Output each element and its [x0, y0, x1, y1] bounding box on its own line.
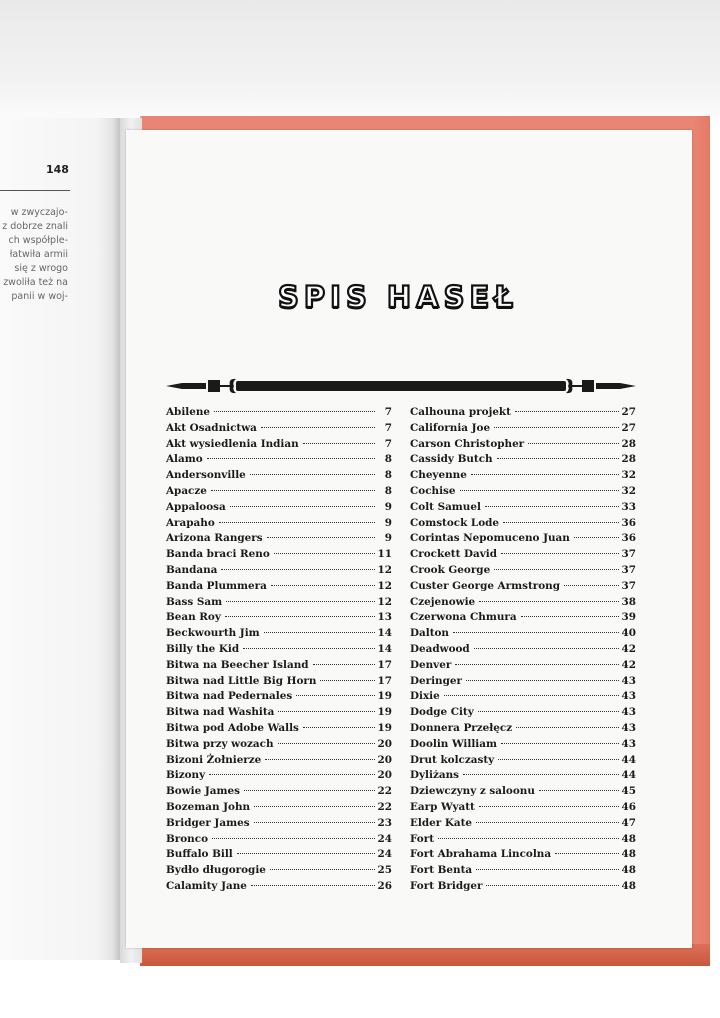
entry-name: Corintas Nepomuceno Juan — [410, 532, 570, 545]
entry-name: Bowie James — [166, 785, 240, 798]
entry-page-number: 23 — [377, 816, 392, 829]
index-entry — [166, 769, 392, 785]
dot-leader — [455, 664, 618, 665]
entry-name: Bozeman John — [166, 800, 251, 813]
entry-name: Fort Benta — [410, 864, 473, 877]
index-entry — [166, 817, 392, 833]
entry-page-number: 38 — [621, 595, 636, 608]
dot-leader — [497, 458, 619, 459]
entry-name: Drut kolczasty — [410, 753, 495, 766]
header-rule — [0, 190, 70, 191]
index-entry — [410, 738, 636, 754]
entry-name: Bass Sam — [166, 595, 223, 608]
index-entry — [166, 580, 392, 596]
entry-page-number: 13 — [377, 611, 392, 624]
dot-leader — [485, 506, 619, 507]
entry-page-number: 43 — [621, 721, 636, 734]
book-cover-right-edge — [690, 116, 710, 964]
entry-page-number: 8 — [384, 469, 392, 482]
entry-page-number: 27 — [621, 406, 636, 418]
entry-page-number: 20 — [377, 753, 392, 766]
entry-name: Appaloosa — [166, 500, 226, 513]
index-entry — [166, 517, 392, 533]
index-column-left — [166, 406, 392, 896]
index-entry — [166, 801, 392, 817]
dot-leader — [466, 680, 619, 681]
dot-leader — [313, 664, 375, 665]
index-entry — [166, 596, 392, 612]
dot-leader — [498, 759, 618, 760]
entry-name: Carson Christopher — [410, 437, 525, 450]
dot-leader — [278, 711, 374, 712]
dot-leader — [303, 727, 375, 728]
entry-page-number: 11 — [377, 548, 392, 561]
index-entry — [166, 422, 392, 438]
entry-name: Bitwa nad Little Big Horn — [166, 674, 317, 687]
entry-page-number: 36 — [621, 516, 636, 529]
dot-leader — [267, 537, 375, 538]
index-entry — [410, 817, 636, 833]
dot-leader — [214, 411, 375, 412]
dot-leader — [225, 616, 375, 617]
dot-leader — [486, 885, 618, 886]
entry-page-number: 19 — [377, 721, 392, 734]
text-line: się z wrogo — [14, 263, 68, 274]
dot-leader — [528, 443, 618, 444]
dot-leader — [438, 838, 619, 839]
entry-page-number: 39 — [621, 611, 636, 624]
index-entry — [410, 722, 636, 738]
entry-page-number: 17 — [377, 674, 392, 687]
entry-page-number: 40 — [621, 627, 636, 640]
entry-name: Denver — [410, 658, 452, 671]
decorative-divider-icon — [166, 374, 636, 398]
dot-leader — [207, 458, 375, 459]
dot-leader — [221, 569, 374, 570]
dot-leader — [501, 743, 619, 744]
index-entry — [410, 564, 636, 580]
entry-name: Bean Roy — [166, 611, 221, 624]
entry-page-number: 48 — [621, 832, 636, 845]
dot-leader — [479, 806, 619, 807]
entry-page-number: 28 — [621, 453, 636, 466]
entry-name: Bizony — [166, 769, 206, 782]
index-entry — [410, 438, 636, 454]
entry-page-number: 20 — [377, 769, 392, 782]
dot-leader — [515, 411, 619, 412]
text-line: łatwiła armii — [9, 249, 68, 260]
dot-leader — [244, 790, 375, 791]
dot-leader — [320, 680, 374, 681]
dot-leader — [463, 774, 619, 775]
index-entry — [410, 611, 636, 627]
entry-name: Bridger James — [166, 816, 250, 829]
dot-leader — [230, 506, 375, 507]
entry-name: Bitwa nad Pedernales — [166, 690, 293, 703]
page-number: 148 — [46, 163, 69, 176]
entry-name: Billy the Kid — [166, 642, 240, 655]
index-entry — [166, 643, 392, 659]
page-title: SPIS HASEŁ — [278, 280, 518, 314]
index-entry — [166, 738, 392, 754]
dot-leader — [265, 759, 374, 760]
entry-page-number: 7 — [384, 406, 392, 418]
entry-name: Crockett David — [410, 548, 498, 561]
entry-name: Banda Plummera — [166, 579, 267, 592]
entry-name: Dixie — [410, 690, 440, 703]
entry-page-number: 44 — [621, 769, 636, 782]
entry-page-number: 37 — [621, 579, 636, 592]
entry-page-number: 20 — [377, 737, 392, 750]
dot-leader — [476, 822, 619, 823]
dot-leader — [211, 490, 375, 491]
entry-page-number: 7 — [384, 437, 392, 450]
entry-name: Fort Bridger — [410, 879, 483, 892]
entry-page-number: 43 — [621, 674, 636, 687]
entry-name: Colt Samuel — [410, 500, 481, 513]
index-entry — [410, 659, 636, 675]
entry-page-number: 19 — [377, 690, 392, 703]
entry-name: Dyliżans — [410, 769, 459, 782]
index-entry — [166, 453, 392, 469]
entry-page-number: 8 — [384, 453, 392, 466]
dot-leader — [460, 490, 619, 491]
index-entry — [166, 501, 392, 517]
entry-page-number: 37 — [621, 548, 636, 561]
dot-leader — [264, 632, 375, 633]
entry-name: Beckwourth Jim — [166, 627, 260, 640]
entry-page-number: 14 — [377, 642, 392, 655]
entry-name: Calhouna projekt — [410, 406, 511, 418]
entry-page-number: 44 — [621, 753, 636, 766]
entry-page-number: 27 — [621, 421, 636, 434]
dot-leader — [270, 869, 375, 870]
dot-leader — [539, 790, 619, 791]
entry-name: Bizoni Żołnierze — [166, 753, 262, 766]
dot-leader — [494, 427, 618, 428]
dot-leader — [564, 585, 619, 586]
index-column-right — [410, 406, 636, 896]
dot-leader — [516, 727, 618, 728]
entry-page-number: 12 — [377, 579, 392, 592]
index-entry — [410, 754, 636, 770]
index-entry — [166, 548, 392, 564]
entry-page-number: 36 — [621, 532, 636, 545]
entry-name: Arizona Rangers — [166, 532, 263, 545]
entry-name: Akt Osadnictwa — [166, 421, 257, 434]
entry-page-number: 12 — [377, 563, 392, 576]
index-entry — [166, 848, 392, 864]
entry-name: Alamo — [166, 453, 203, 466]
entry-name: Custer George Armstrong — [410, 579, 560, 592]
entry-name: Fort Abrahama Lincolna — [410, 848, 552, 861]
entry-name: Apacze — [166, 484, 207, 497]
dot-leader — [444, 695, 619, 696]
entry-page-number: 46 — [621, 800, 636, 813]
entry-name: Deadwood — [410, 642, 470, 655]
dot-leader — [261, 427, 375, 428]
entry-name: Buffalo Bill — [166, 848, 233, 861]
entry-page-number: 7 — [384, 421, 392, 434]
index-entry — [166, 659, 392, 675]
index-entry — [166, 690, 392, 706]
index-entry — [410, 548, 636, 564]
index-entry — [410, 627, 636, 643]
entry-name: California Joe — [410, 421, 491, 434]
dot-leader — [237, 853, 375, 854]
index-entry — [166, 406, 392, 422]
entry-name: Dalton — [410, 627, 449, 640]
index-entry — [166, 532, 392, 548]
dot-leader — [501, 553, 619, 554]
entry-name: Bydło długorogie — [166, 864, 266, 877]
entry-page-number: 42 — [621, 642, 636, 655]
entry-name: Bronco — [166, 832, 208, 845]
entry-page-number: 24 — [377, 832, 392, 845]
dot-leader — [250, 474, 375, 475]
entry-page-number: 9 — [384, 516, 392, 529]
entry-page-number: 22 — [377, 785, 392, 798]
entry-page-number: 48 — [621, 848, 636, 861]
entry-page-number: 9 — [384, 500, 392, 513]
entry-page-number: 14 — [377, 627, 392, 640]
entry-name: Dziewczyny z saloonu — [410, 785, 535, 798]
entry-page-number: 45 — [621, 785, 636, 798]
dot-leader — [278, 743, 375, 744]
dot-leader — [243, 648, 374, 649]
index-entry — [166, 485, 392, 501]
text-line: zwoliła też na — [3, 277, 68, 288]
entry-page-number: 48 — [621, 879, 636, 892]
entry-name: Elder Kate — [410, 816, 473, 829]
entry-name: Bitwa przy wozach — [166, 737, 274, 750]
dot-leader — [521, 616, 619, 617]
dot-leader — [474, 648, 619, 649]
entry-page-number: 17 — [377, 658, 392, 671]
index-entry — [410, 596, 636, 612]
entry-name: Bitwa na Beecher Island — [166, 658, 309, 671]
index-entry — [410, 833, 636, 849]
index-entry — [166, 754, 392, 770]
entry-page-number: 42 — [621, 658, 636, 671]
entry-page-number: 22 — [377, 800, 392, 813]
dot-leader — [251, 885, 375, 886]
entry-page-number: 24 — [377, 848, 392, 861]
entry-page-number: 12 — [377, 595, 392, 608]
index-entry — [410, 675, 636, 691]
dot-leader — [471, 474, 619, 475]
dot-leader — [503, 522, 619, 523]
dot-leader — [212, 838, 375, 839]
index-entry — [166, 880, 392, 896]
entry-name: Comstock Lode — [410, 516, 500, 529]
entry-page-number: 43 — [621, 737, 636, 750]
left-page-text — [0, 206, 68, 304]
dot-leader — [296, 695, 374, 696]
entry-name: Czejenowie — [410, 595, 476, 608]
entry-name: Donnera Przełęcz — [410, 721, 513, 734]
entry-page-number: 47 — [621, 816, 636, 829]
index-entry — [410, 769, 636, 785]
dot-leader — [453, 632, 619, 633]
dot-leader — [494, 569, 618, 570]
entry-name: Czerwona Chmura — [410, 611, 517, 624]
entry-name: Crook George — [410, 563, 491, 576]
index-entry — [166, 438, 392, 454]
entry-name: Fort — [410, 832, 435, 845]
dot-leader — [574, 537, 619, 538]
entry-page-number: 37 — [621, 563, 636, 576]
entry-name: Earp Wyatt — [410, 800, 475, 813]
index-entry — [166, 706, 392, 722]
dot-leader — [271, 585, 375, 586]
text-line: ch współple- — [8, 235, 68, 246]
index-entry — [410, 501, 636, 517]
index-entry — [166, 864, 392, 880]
entry-page-number: 25 — [377, 864, 392, 877]
entry-name: Bitwa nad Washita — [166, 706, 275, 719]
entry-name: Abilene — [166, 406, 210, 418]
entry-page-number: 43 — [621, 690, 636, 703]
entry-name: Calamity Jane — [166, 879, 247, 892]
index-entry — [166, 722, 392, 738]
entry-name: Arapaho — [166, 516, 215, 529]
index-entry — [166, 611, 392, 627]
scan-background — [0, 0, 720, 120]
entry-name: Doolin William — [410, 737, 497, 750]
index-entry — [410, 848, 636, 864]
dot-leader — [219, 522, 375, 523]
entry-page-number: 9 — [384, 532, 392, 545]
entry-name: Andersonville — [166, 469, 246, 482]
index-entry — [410, 785, 636, 801]
index-entry — [410, 706, 636, 722]
index-entry — [410, 453, 636, 469]
entry-name: Dodge City — [410, 706, 474, 719]
entry-page-number: 32 — [621, 469, 636, 482]
index-entry — [410, 864, 636, 880]
index-entry — [166, 627, 392, 643]
dot-leader — [274, 553, 375, 554]
index-entry — [166, 564, 392, 580]
dot-leader — [226, 601, 374, 602]
entry-name: Cochise — [410, 484, 456, 497]
dot-leader — [209, 774, 374, 775]
index-entry — [410, 532, 636, 548]
entry-name: Cassidy Butch — [410, 453, 493, 466]
entry-page-number: 33 — [621, 500, 636, 513]
entry-page-number: 8 — [384, 484, 392, 497]
dot-leader — [555, 853, 618, 854]
index-entry — [410, 469, 636, 485]
text-line: panii w woj- — [11, 291, 68, 302]
index-entry — [166, 675, 392, 691]
index-entry — [410, 580, 636, 596]
entry-name: Cheyenne — [410, 469, 467, 482]
index-entry — [410, 485, 636, 501]
text-line: z dobrze znali — [2, 221, 68, 232]
entry-name: Banda braci Reno — [166, 548, 270, 561]
index-entry — [410, 406, 636, 422]
entry-page-number: 28 — [621, 437, 636, 450]
dot-leader — [303, 443, 375, 444]
entry-page-number: 19 — [377, 706, 392, 719]
dot-leader — [478, 711, 619, 712]
index-entry — [166, 469, 392, 485]
index-entry — [166, 833, 392, 849]
text-line: w zwyczajo- — [10, 207, 68, 218]
dot-leader — [254, 806, 374, 807]
index-entry — [410, 643, 636, 659]
dot-leader — [476, 869, 618, 870]
entry-name: Deringer — [410, 674, 462, 687]
index-entry — [410, 690, 636, 706]
dot-leader — [479, 601, 618, 602]
index-entry — [166, 785, 392, 801]
entry-page-number: 43 — [621, 706, 636, 719]
entry-name: Bandana — [166, 563, 218, 576]
entry-page-number: 48 — [621, 864, 636, 877]
index-entry — [410, 801, 636, 817]
index-entry — [410, 422, 636, 438]
index-entry — [410, 517, 636, 533]
index-entry — [410, 880, 636, 896]
entry-name: Akt wysiedlenia Indian — [166, 437, 299, 450]
dot-leader — [254, 822, 375, 823]
entry-page-number: 32 — [621, 484, 636, 497]
entry-name: Bitwa pod Adobe Walls — [166, 721, 299, 734]
entry-page-number: 26 — [377, 879, 392, 892]
